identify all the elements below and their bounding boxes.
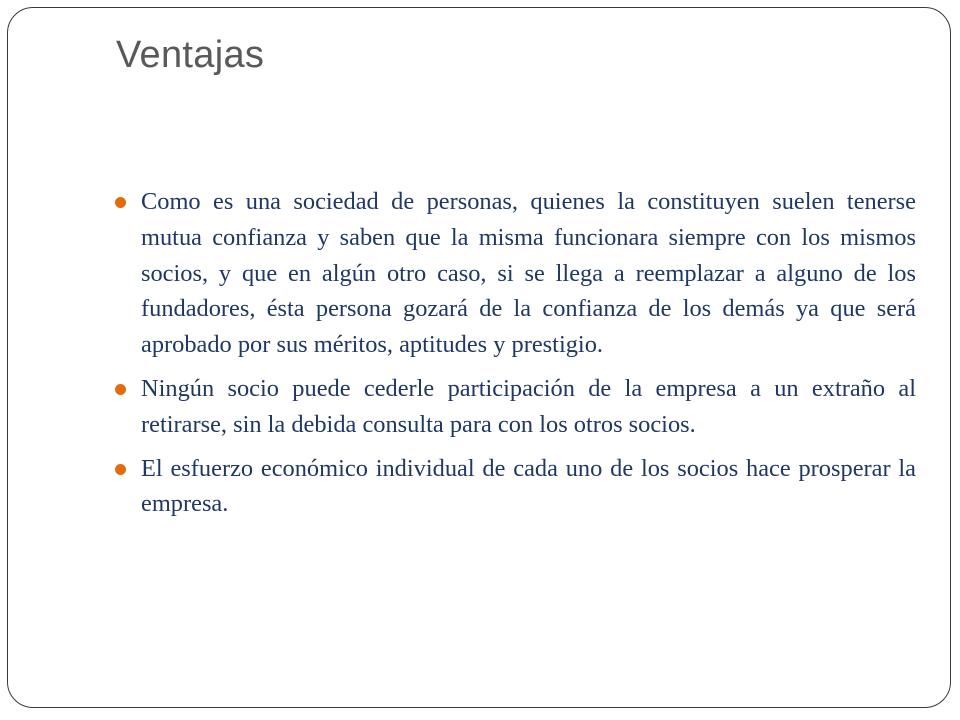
bullet-text: Ningún socio puede cederle participación de la empresa a un extraño al retirarse, sin la debida consulta para con los otros socios.	[141, 374, 916, 438]
bullet-dot-icon	[115, 464, 126, 475]
bullet-item	[108, 451, 916, 523]
bullet-list	[108, 184, 916, 530]
bullet-item	[108, 371, 916, 443]
bullet-dot-icon	[115, 197, 126, 208]
bullet-dot-icon	[115, 384, 126, 395]
bullet-text: Como es una sociedad de personas, quienes la constituyen suelen tenerse mutua confianza y saben que la misma funcionara siempre con los mismos socios, y que en algún otro caso, si se llega a reemplazar a alguno de los fundadores, ésta persona gozará de la confianza de los demás ya que será aprobado por sus méritos, aptitudes y prestigio.	[141, 188, 916, 359]
slide-title: Ventajas	[116, 34, 265, 76]
bullet-item	[108, 184, 916, 363]
slide-frame	[7, 7, 951, 708]
bullet-text: El esfuerzo económico individual de cada uno de los socios hace prosperar la empresa.	[141, 454, 916, 518]
